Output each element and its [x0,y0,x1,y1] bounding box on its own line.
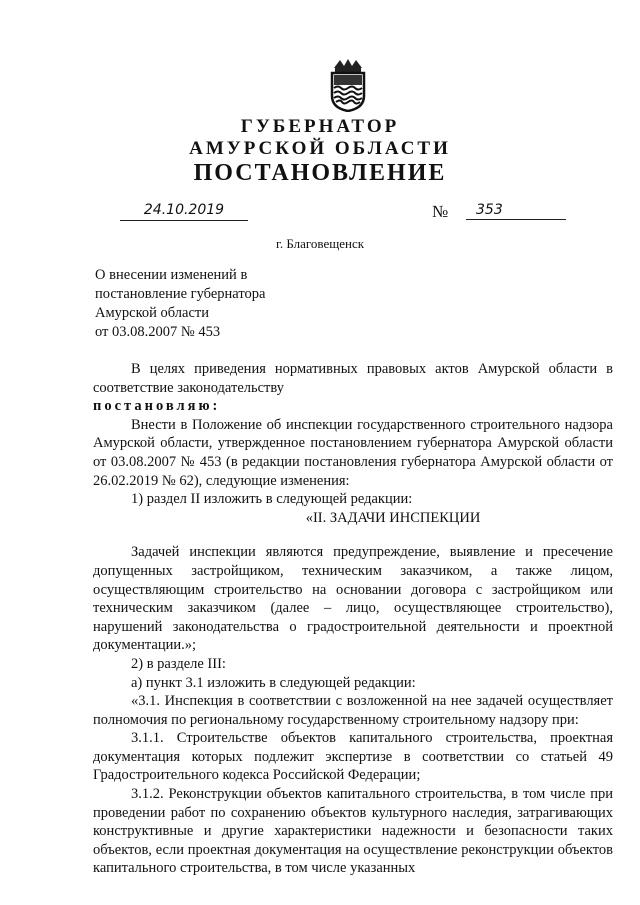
paragraph-item-1: 1) раздел II изложить в следующей редакции: [131,491,413,508]
section-title: «II. ЗАДАЧИ ИНСПЕКЦИИ [305,509,481,526]
subject-line: О внесении изменений в [95,267,248,283]
paragraph-item-a: а) пункт 3.1 изложить в следующей редакции: [131,674,416,691]
number-label: № [432,202,449,221]
paragraph-3-1-1: 3.1.1. Строительстве объектов капитального строительства, проектная документация которых подлежит экспертизе в соответствии со статьей 49 Градостроительного кодекса Российской Федерации; [93,730,613,784]
subject-block [95,266,265,342]
paragraph-tasks: Задачей инспекции являются предупреждение, выявление и пресечение допущенных застройщиком, техническим заказчиком, а также лицом, осуществляющим строительство на основании договора с застройщиком или техническим заказчиком (далее – лицо, осуществляющее строительство), нарушений законодательства о градостроительной деятельности и проектной документации.»; [93,544,613,654]
paragraph-3-1: «3.1. Инспекция в соответствии с возложенной на нее задачей осуществляет полномочия по региональному государственному строительному надзору при: [93,693,613,728]
document-body [93,360,613,878]
document-type-title: ПОСТАНОВЛЕНИЕ [193,160,447,186]
document-number: 353 [466,202,566,220]
header-title-2: АМУРСКОЙ ОБЛАСТИ [189,138,451,159]
header-title-1: ГУБЕРНАТОР [240,116,400,137]
city: г. Благовещенск [275,236,365,251]
paragraph-intro: В целях приведения нормативных правовых актов Амурской области в соответствие законодательству [93,361,613,396]
subject-line: от 03.08.2007 № 453 [95,324,221,340]
subject-line: постановление губернатора [95,286,266,302]
document-date: 24.10.2019 [120,202,248,221]
subject-line: Амурской области [95,305,209,321]
coat-of-arms-emblem [326,58,370,112]
paragraph-amend: Внести в Положение об инспекции государственного строительного надзора Амурской области, утвержденное постановлением губернатора Амурской области от 03.08.2007 № 453 (в редакции постановления губернатора Амурской области от 26.02.2019 № 62), следующие изменения: [93,416,613,489]
paragraph-3-1-2: 3.1.2. Реконструкции объектов капитального строительства, в том числе при проведении работ по сохранению объектов культурного наследия, затрагивающих конструктивные и другие характеристики надежности и безопасности таких объектов, если проектная документация на осуществление реконструкции объектов капитального строительства, в том числе указанных [93,786,613,877]
paragraph-item-2: 2) в разделе III: [131,655,226,672]
resolve-word: постановляю: [93,398,221,415]
